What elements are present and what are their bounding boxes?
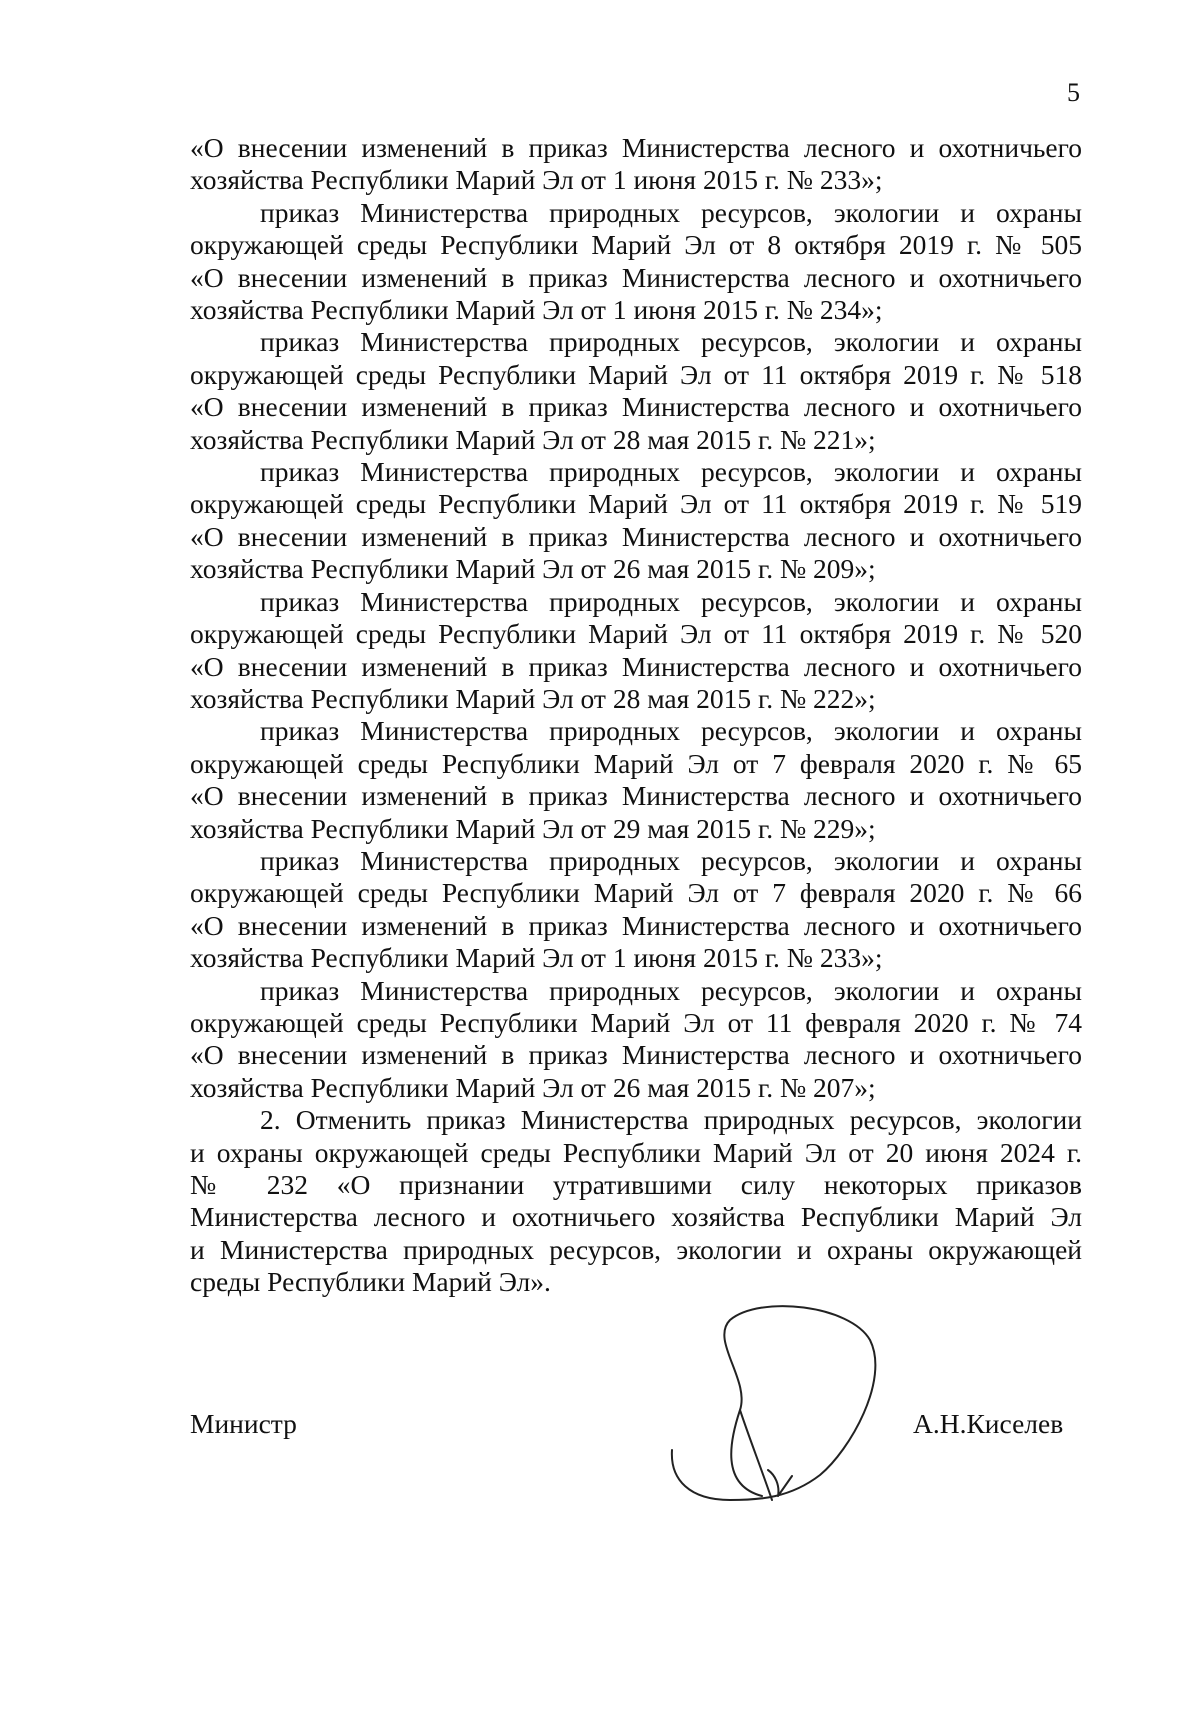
text-line: окружающей среды Республики Марий Эл от 7 февраля 2020 г. № 65 <box>190 747 1082 779</box>
page-number: 5 <box>1067 78 1080 107</box>
text-line: и охраны окружающей среды Республики Марий Эл от 20 июня 2024 г. <box>190 1136 1082 1168</box>
text-line: окружающей среды Республики Марий Эл от 11 февраля 2020 г. № 74 <box>190 1006 1082 1038</box>
handwritten-signature <box>650 1300 910 1510</box>
text-line: приказ Министерства природных ресурсов, экологии и охраны <box>260 715 1082 747</box>
text-line: хозяйства Республики Марий Эл от 28 мая 2015 г. № 222»; <box>190 682 876 714</box>
text-line: 2. Отменить приказ Министерства природных ресурсов, экологии <box>260 1104 1082 1136</box>
text-line: окружающей среды Республики Марий Эл от 7 февраля 2020 г. № 66 <box>190 877 1082 909</box>
text-line: среды Республики Марий Эл». <box>190 1266 551 1298</box>
text-line: хозяйства Республики Марий Эл от 1 июня 2015 г. № 233»; <box>190 164 883 196</box>
text-line: «О внесении изменений в приказ Министерства лесного и охотничьего <box>190 132 1082 163</box>
text-line: приказ Министерства природных ресурсов, экологии и охраны <box>260 585 1082 617</box>
text-line: окружающей среды Республики Марий Эл от 11 октября 2019 г. № 520 <box>190 618 1082 650</box>
text-line: «О внесении изменений в приказ Министерства лесного и охотничьего <box>190 909 1082 941</box>
text-line: хозяйства Республики Марий Эл от 28 мая 2015 г. № 221»; <box>190 423 876 455</box>
text-line: хозяйства Республики Марий Эл от 26 мая 2015 г. № 207»; <box>190 1071 876 1103</box>
text-line: хозяйства Республики Марий Эл от 1 июня 2015 г. № 233»; <box>190 942 883 974</box>
text-line: «О внесении изменений в приказ Министерства лесного и охотничьего <box>190 650 1082 682</box>
text-line: приказ Министерства природных ресурсов, экологии и охраны <box>260 456 1082 488</box>
text-line: окружающей среды Республики Марий Эл от 8 октября 2019 г. № 505 <box>190 229 1082 261</box>
text-line: хозяйства Республики Марий Эл от 26 мая 2015 г. № 209»; <box>190 553 876 585</box>
signatory-title: Министр <box>190 1408 297 1439</box>
text-line: приказ Министерства природных ресурсов, экологии и охраны <box>260 326 1082 358</box>
text-line: Министерства лесного и охотничьего хозяйства Республики Марий Эл <box>190 1201 1082 1233</box>
text-line: «О внесении изменений в приказ Министерства лесного и охотничьего <box>190 780 1082 812</box>
text-line: хозяйства Республики Марий Эл от 1 июня 2015 г. № 234»; <box>190 294 883 326</box>
text-line: окружающей среды Республики Марий Эл от 11 октября 2019 г. № 519 <box>190 488 1082 520</box>
text-line: приказ Министерства природных ресурсов, экологии и охраны <box>260 196 1082 228</box>
text-line: № 232 «О признании утратившими силу некоторых приказов <box>190 1169 1082 1200</box>
text-line: «О внесении изменений в приказ Министерства лесного и охотничьего <box>190 520 1082 552</box>
text-line: и Министерства природных ресурсов, экологии и охраны окружающей <box>190 1233 1082 1265</box>
text-line: «О внесении изменений в приказ Министерства лесного и охотничьего <box>190 391 1082 423</box>
text-line: приказ Министерства природных ресурсов, экологии и охраны <box>260 974 1082 1006</box>
signatory-name: А.Н.Киселев <box>913 1408 1064 1439</box>
text-line: приказ Министерства природных ресурсов, экологии и охраны <box>260 844 1082 876</box>
text-line: окружающей среды Республики Марий Эл от 11 октября 2019 г. № 518 <box>190 358 1082 390</box>
text-line: «О внесении изменений в приказ Министерства лесного и охотничьего <box>190 1039 1082 1071</box>
text-line: хозяйства Республики Марий Эл от 29 мая 2015 г. № 229»; <box>190 812 876 844</box>
text-line: «О внесении изменений в приказ Министерства лесного и охотничьего <box>190 261 1082 293</box>
